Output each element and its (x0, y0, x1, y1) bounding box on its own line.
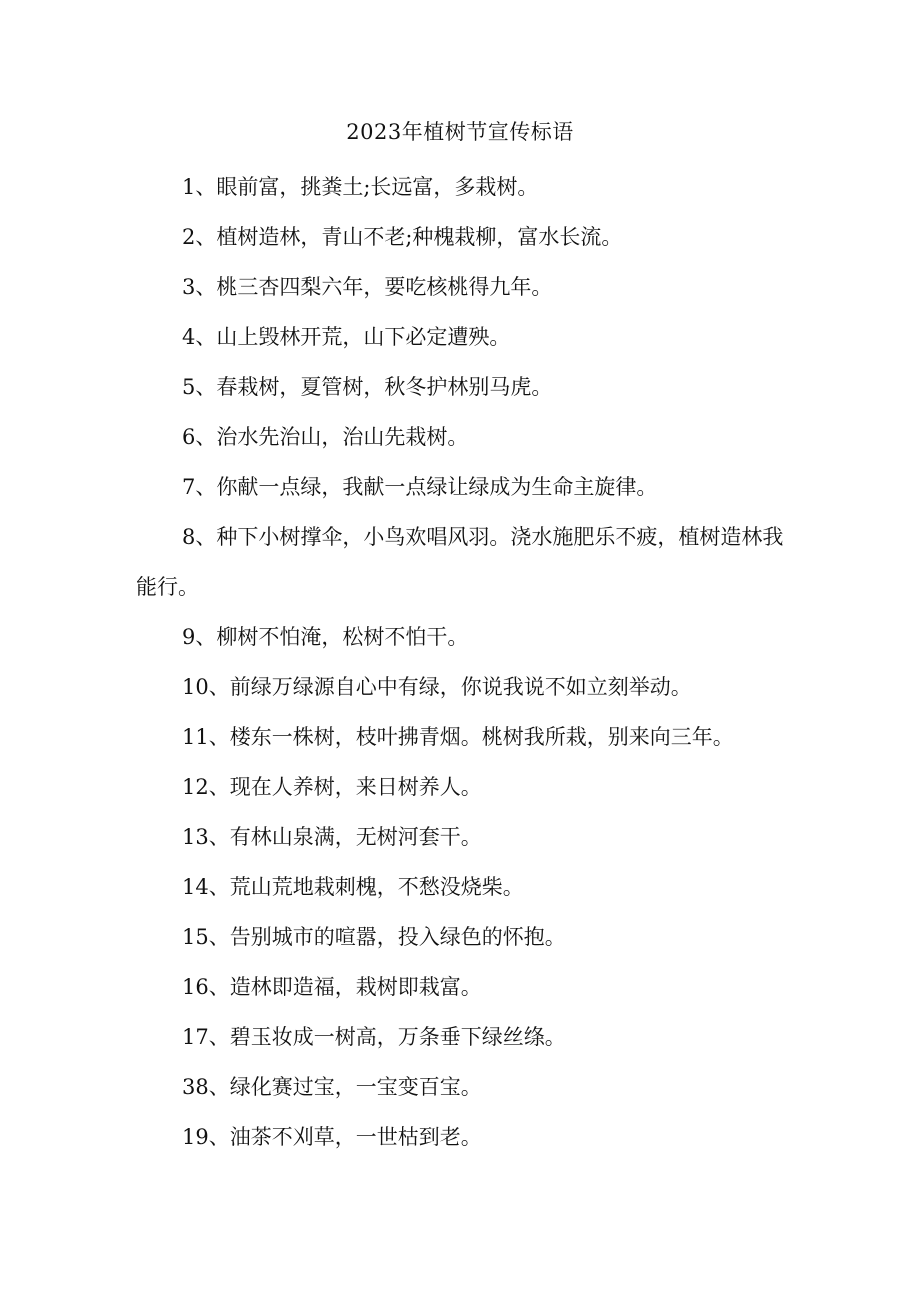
list-item: 15、告别城市的喧嚣，投入绿色的怀抱。 (182, 925, 566, 949)
list-item: 9、柳树不怕淹，松树不怕干。 (182, 625, 469, 649)
list-item: 16、造林即造福，栽树即栽富。 (182, 975, 482, 999)
list-item: 8、种下小树撑伞，小鸟欢唱风羽。浇水施肥乐不疲，植树造林我能行。 (136, 525, 784, 599)
list-item: 19、油茶不刈草，一世枯到老。 (182, 1125, 482, 1149)
list-item: 38、绿化赛过宝，一宝变百宝。 (182, 1075, 482, 1099)
list-item: 7、你献一点绿，我献一点绿让绿成为生命主旋律。 (182, 475, 658, 499)
list-item: 17、碧玉妆成一树高，万条垂下绿丝绦。 (182, 1025, 566, 1049)
list-item: 14、荒山荒地栽刺槐，不愁没烧柴。 (182, 875, 524, 899)
list-item: 1、眼前富，挑粪土;长远富，多栽树。 (182, 175, 539, 199)
slogan-list (136, 162, 786, 1162)
list-item: 12、现在人养树，来日树养人。 (182, 775, 482, 799)
list-item: 3、桃三杏四梨六年，要吃核桃得九年。 (182, 275, 553, 299)
document-title: 2023年植树节宣传标语 (346, 120, 574, 144)
list-item: 4、山上毁林开荒，山下必定遭殃。 (182, 325, 511, 349)
list-item: 13、有林山泉满，无树河套干。 (182, 825, 482, 849)
list-item: 6、治水先治山，治山先栽树。 (182, 425, 469, 449)
list-item: 10、前绿万绿源自心中有绿，你说我说不如立刻举动。 (182, 675, 692, 699)
list-item: 11、楼东一株树，枝叶拂青烟。桃树我所栽，别来向三年。 (182, 725, 734, 749)
list-item: 5、春栽树，夏管树，秋冬护林别马虎。 (182, 375, 553, 399)
list-item: 2、植树造林，青山不老;种槐栽柳，富水长流。 (182, 225, 623, 249)
